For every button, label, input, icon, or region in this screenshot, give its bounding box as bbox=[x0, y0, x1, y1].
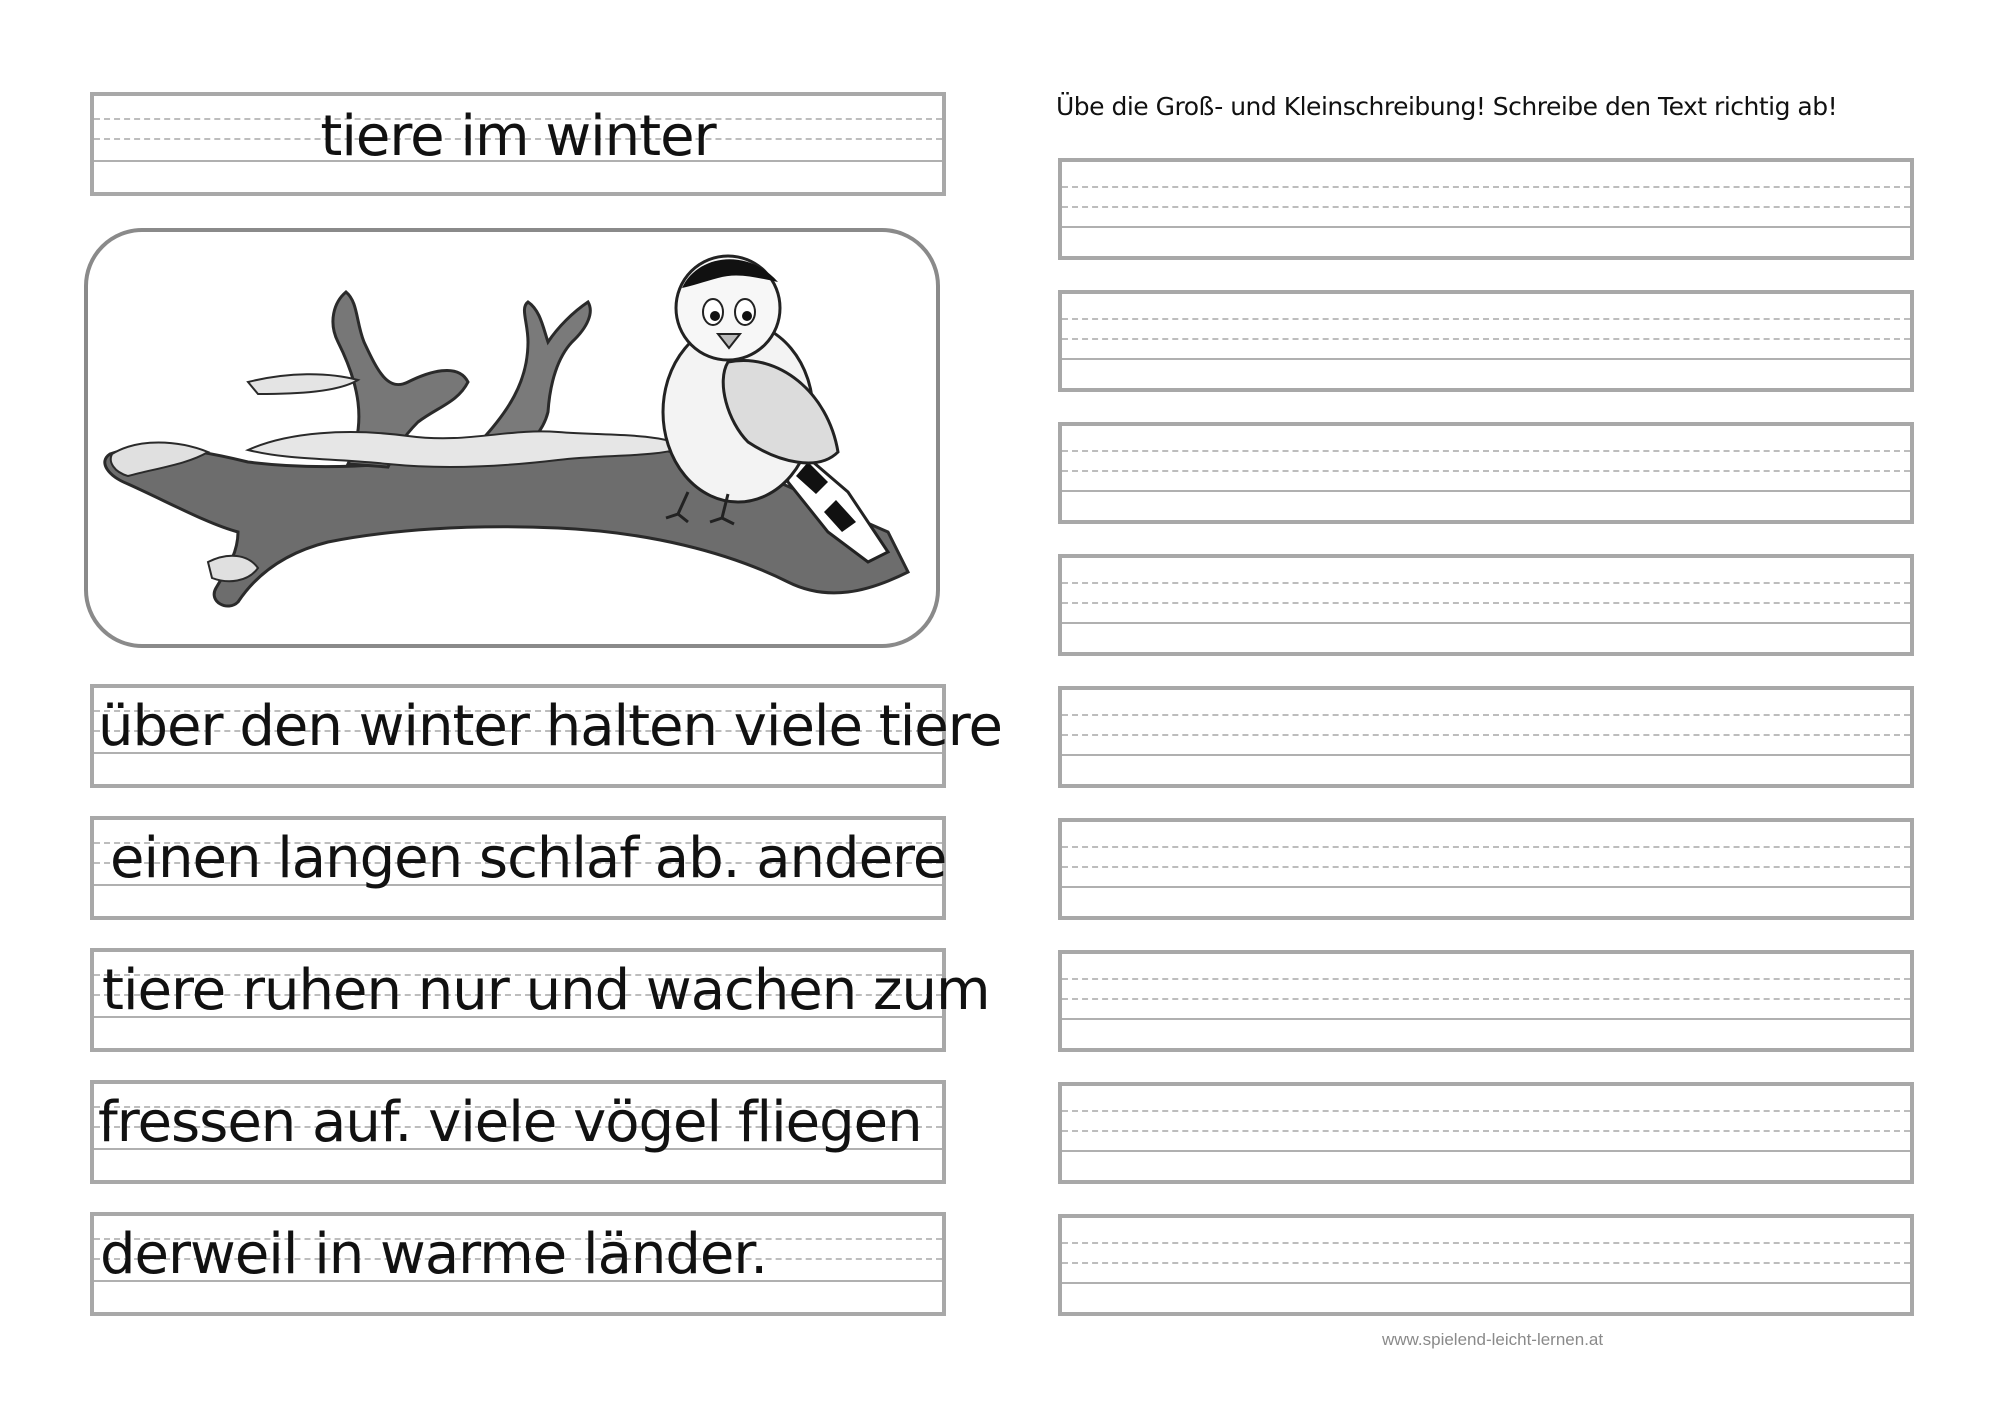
text-line-box bbox=[90, 816, 946, 920]
title-box bbox=[90, 92, 946, 196]
text-line-5: derweil in warme länder. bbox=[100, 1222, 768, 1287]
text-line-box bbox=[90, 948, 990, 1052]
writing-box[interactable] bbox=[1058, 686, 1914, 788]
bird-on-branch-icon bbox=[88, 232, 936, 644]
worksheet-title: tiere im winter bbox=[320, 104, 716, 169]
writing-box[interactable] bbox=[1058, 422, 1914, 524]
writing-box[interactable] bbox=[1058, 290, 1914, 392]
snow-upper bbox=[248, 374, 358, 394]
text-line-3: tiere ruhen nur und wachen zum bbox=[102, 958, 990, 1023]
writing-box[interactable] bbox=[1058, 950, 1914, 1052]
text-line-4: fressen auf. viele vögel fliegen bbox=[98, 1090, 922, 1155]
text-line-box bbox=[90, 684, 1002, 788]
writing-box[interactable] bbox=[1058, 1082, 1914, 1184]
text-line-box bbox=[90, 1080, 946, 1184]
writing-box[interactable] bbox=[1058, 818, 1914, 920]
instruction-text: Übe die Groß- und Kleinschreibung! Schreibe den Text richtig ab! bbox=[1056, 92, 1838, 121]
text-line-2: einen langen schlaf ab. andere bbox=[110, 826, 947, 891]
text-line-box bbox=[90, 1212, 946, 1316]
footer-url: www.spielend-leicht-lernen.at bbox=[1382, 1330, 1604, 1349]
writing-box[interactable] bbox=[1058, 554, 1914, 656]
illustration-frame bbox=[84, 228, 940, 648]
text-line-1: über den winter halten viele tiere bbox=[98, 694, 1002, 759]
writing-box[interactable] bbox=[1058, 158, 1914, 260]
writing-box[interactable] bbox=[1058, 1214, 1914, 1316]
